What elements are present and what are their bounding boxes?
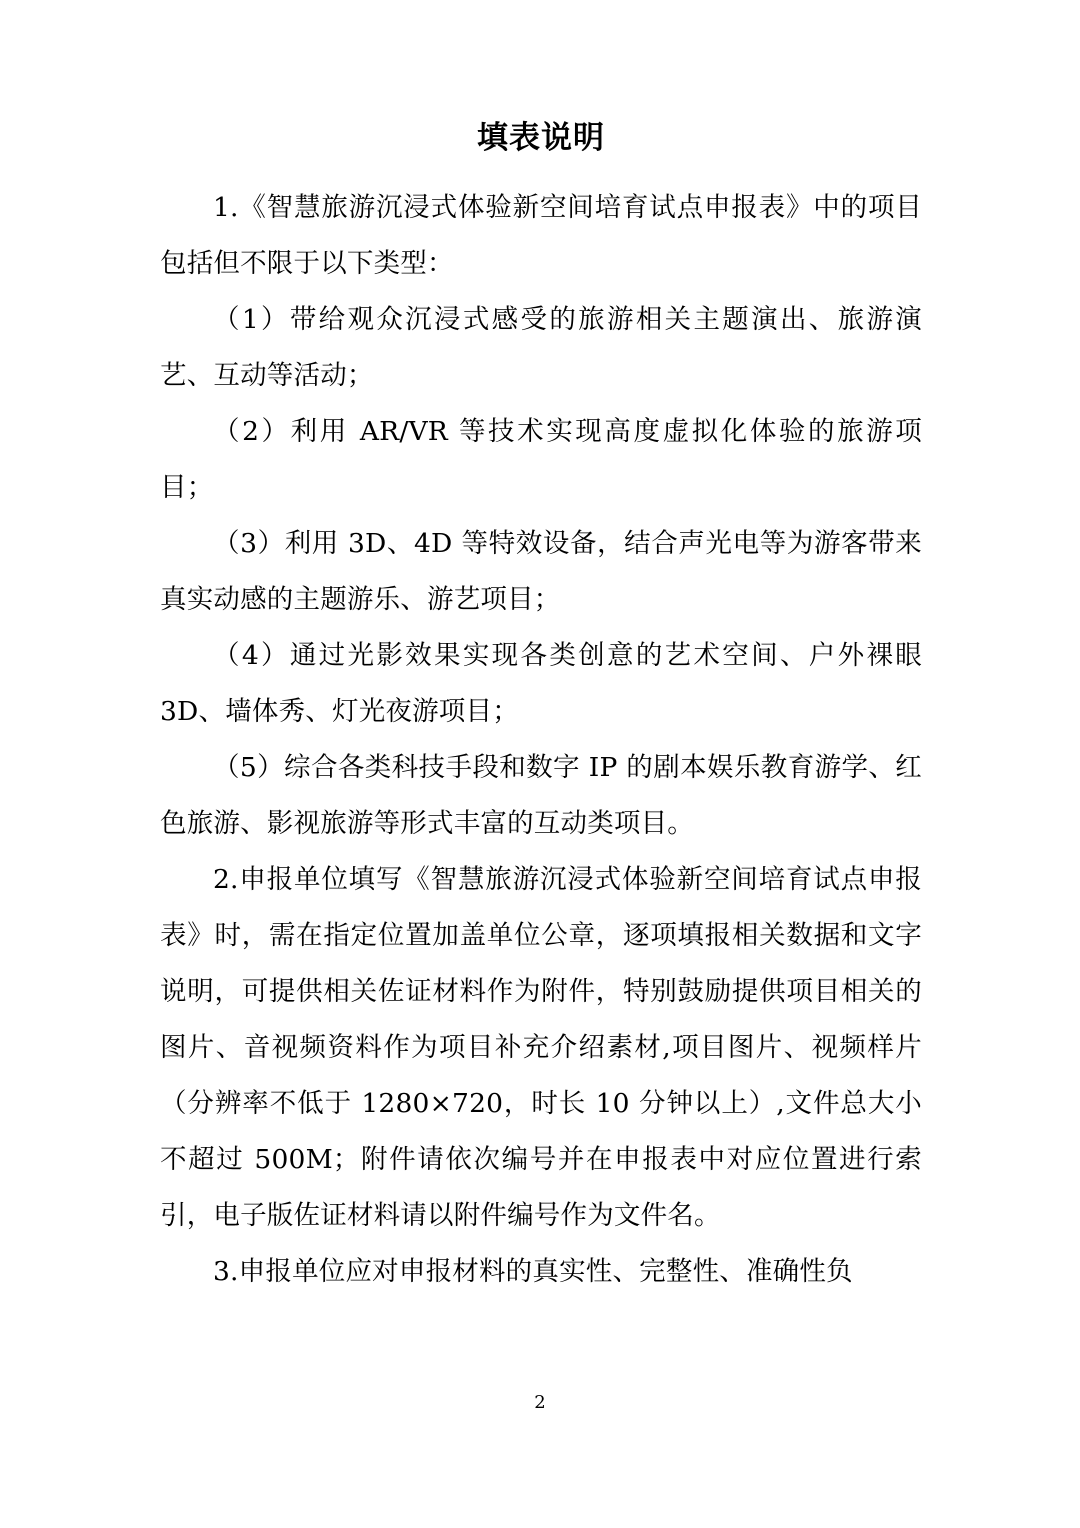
paragraph-item-2: （2）利用 AR/VR 等技术实现高度虚拟化体验的旅游项目； [160,416,922,504]
paragraph-item-3: （3）利用 3D、4D 等特效设备，结合声光电等为游客带来真实动感的主题游乐、游艺项目； [160,528,922,616]
page-title: 填表说明 [477,120,605,156]
document-body [160,118,922,1300]
paragraph-item-4: （4）通过光影效果实现各类创意的艺术空间、户外裸眼 3D、墙体秀、灯光夜游项目； [160,640,922,728]
paragraph-3: 3.申报单位应对申报材料的真实性、完整性、准确性负 [213,1256,853,1288]
paragraph-item-1: （1）带给观众沉浸式感受的旅游相关主题演出、旅游演艺、互动等活动； [160,304,922,392]
page-number: 2 [534,1392,546,1413]
paragraph-item-5: （5）综合各类科技手段和数字 IP 的剧本娱乐教育游学、红色旅游、影视旅游等形式丰富的互动类项目。 [160,752,922,840]
paragraph-2: 2.申报单位填写《智慧旅游沉浸式体验新空间培育试点申报表》时，需在指定位置加盖单位公章，逐项填报相关数据和文字说明，可提供相关佐证材料作为附件，特别鼓励提供项目相关的图片、音视频资料作为项目补充介绍素材,项目图片、视频样片（分辨率不低于 1280×720，时长 10 分钟以上）,文件总大小不超过 500M；附件请依次编号并在申报表中对应位置进行索引，电子版佐证材料请以附件编号作为文件名。 [160,864,922,1232]
paragraph-1: 1.《智慧旅游沉浸式体验新空间培育试点申报表》中的项目包括但不限于以下类型： [160,192,922,280]
